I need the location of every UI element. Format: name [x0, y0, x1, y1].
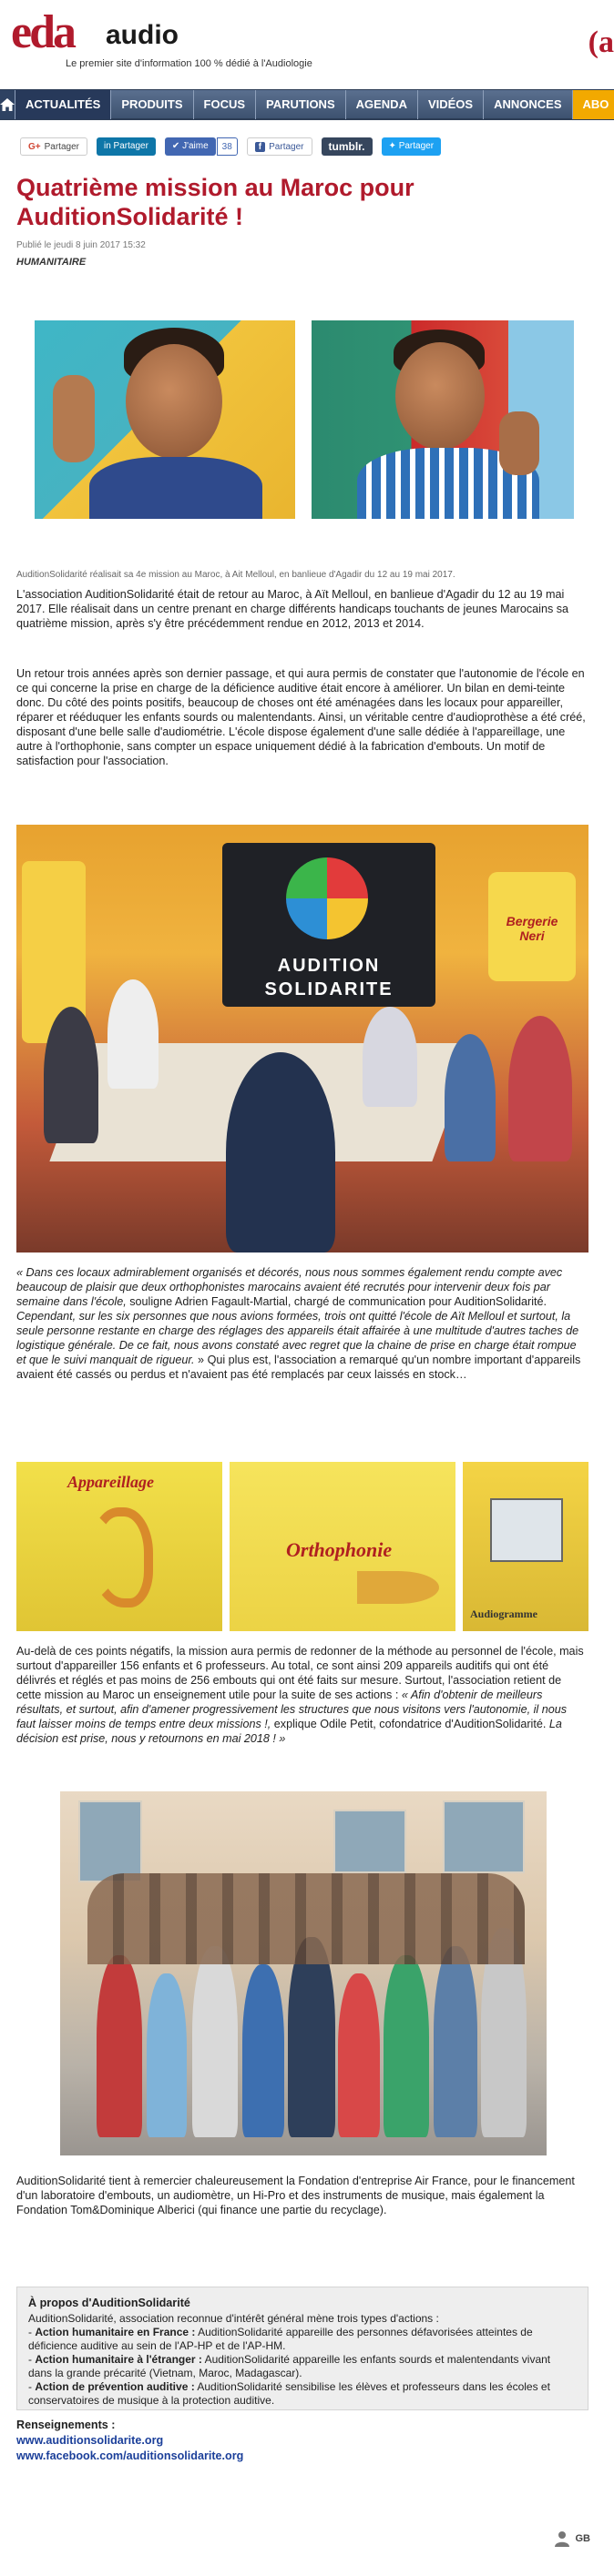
quote-attribution: souligne Adrien Fagault-Martial, chargé de communication pour AuditionSolidarité.	[126, 1295, 547, 1308]
facebook-like-button[interactable]	[165, 137, 216, 156]
about-item-label: Action humanitaire en France :	[35, 2326, 196, 2338]
facebook-like-label: J'aime	[182, 141, 209, 151]
photo-panel-orthophonie	[230, 1462, 455, 1631]
linkedin-icon: in	[103, 141, 114, 151]
panel-label-appareillage: Appareillage	[67, 1473, 154, 1491]
nav-item-abo[interactable]: ABO	[573, 90, 614, 119]
wall-sign	[488, 872, 576, 981]
article-paragraph-5: AuditionSolidarité tient à remercier chaleureusement la Fondation d'entreprise Air France, pour le financement d'un laboratoire d'embouts, un audiomètre, un Hi-Pro et des instruments de musique, mais également la Fondation Tom&Dominique Alberici (qui finance une partie du recyclage).	[16, 2175, 575, 2216]
twitter-share-button[interactable]	[382, 137, 442, 156]
panel-label-audiogramme: Audiogramme	[470, 1607, 537, 1620]
facebook-share-label: Partager	[269, 142, 304, 152]
article-paragraph-2: Un retour trois années après son dernier passage, et qui aura permis de constater que l'autonomie de l'école en ce qui concerne la prise en charge de la déficience auditive était encore à améliorer. Un bilan en demi-teinte donc. Du côté des points positifs, beaucoup de choses ont été aménagées dans les locaux pour appareiller, réparer et rééduquer les enfants sourds ou malentendants. Ainsi, un véritable centre d'audioprothèse a été créé, disposant d'une belle salle d'audiométrie. L'école dispose également d'une salle dédiée à l'appareillage, une autre à l'orthophonie, sans compter un espace uniquement dédié à la fabrication d'embouts. Un motif de satisfaction pour l'association.	[16, 667, 586, 767]
nav-item-parutions[interactable]: PARUTIONS	[256, 90, 346, 119]
nav-item-videos[interactable]: VIDÉOS	[418, 90, 484, 119]
nav-item-produits[interactable]: PRODUITS	[111, 90, 193, 119]
facebook-icon: f	[255, 142, 265, 152]
wall-sign-text: Bergerie Neri	[506, 914, 558, 943]
twitter-share-label: Partager	[398, 141, 435, 151]
quote-part-1: « Dans ces locaux admirablement organisés et décorés, nous nous sommes également rendu compte avec beaucoup de plaisir que deux orthophonistes marocains avaient été recrutés pour intervenir deux fois par semaine dans l'école,	[16, 1266, 563, 1308]
article-paragraph-4	[16, 1644, 587, 1746]
board-text-line-2: SOLIDARITE	[264, 979, 394, 999]
twitter-bird-icon: ✦	[388, 141, 399, 151]
nav-item-actualites[interactable]: ACTUALITÉS	[15, 90, 111, 119]
about-item: - Action de prévention auditive : AuditionSolidarité sensibilise les élèves et professeurs dans les écoles et conservatoires de musique à la protection auditive.	[28, 2380, 550, 2407]
quote-conclusion: » Qui plus est, l'association a remarqué qu'un nombre important d'appareils avaient été cassés ou perdus et n'avaient pas été remplacés par ceux laissés en stock…	[16, 1354, 581, 1381]
main-nav	[0, 89, 614, 120]
nav-item-annonces[interactable]: ANNONCES	[484, 90, 572, 119]
corner-logo[interactable]: (a	[588, 25, 614, 59]
share-bar	[20, 137, 441, 157]
article-paragraph-3	[16, 1265, 587, 1382]
home-icon	[0, 98, 15, 111]
contact-section	[16, 2418, 243, 2464]
site-tagline: Le premier site d'information 100 % dédié à l'Audiologie	[66, 58, 312, 69]
contact-heading: Renseignements :	[16, 2419, 116, 2431]
about-box	[16, 2287, 588, 2410]
photo-panel-appareillage	[16, 1462, 222, 1631]
photo-panel-audiogramme	[463, 1462, 588, 1631]
quote-decision: La décision est prise, nous y retournons en mai 2018 ! »	[16, 1718, 562, 1745]
logo-audio: audio	[106, 20, 179, 50]
photo-caption: AuditionSolidarité réalisait sa 4e mission au Maroc, à Ait Melloul, en banlieue d'Agadir du 12 au 19 mai 2017.	[16, 570, 455, 580]
facebook-like-count: 38	[217, 137, 238, 156]
website-link[interactable]: www.auditionsolidarite.org	[16, 2434, 164, 2447]
board-text-line-1: AUDITION	[277, 956, 381, 976]
google-plus-icon: G+	[28, 142, 41, 152]
logo-eda: eda	[11, 6, 74, 58]
article-paragraph-1: L'association AuditionSolidarité était de retour au Maroc, à Aït Melloul, en banlieue d'Agadir du 12 au 19 mai 2017. Elle réalisait dans un centre prenant en charge différents handicaps touchants de jeunes Marocains sa quatrième mission, après s'y être précédemment rendue en 2012, 2013 et 2014.	[16, 588, 569, 630]
nav-item-focus[interactable]: FOCUS	[194, 90, 257, 119]
linkedin-share-label: Partager	[113, 141, 148, 151]
google-share-label: Partager	[44, 142, 79, 152]
facebook-link[interactable]: www.facebook.com/auditionsolidarite.org	[16, 2449, 244, 2462]
about-item-label: Action humanitaire à l'étranger :	[35, 2353, 202, 2366]
about-item-text: AuditionSolidarité appareille des personnes défavorisées atteintes de déficience auditive au sein de l'AP-HP et de l'AP-HM.	[28, 2326, 533, 2352]
about-item-text: AuditionSolidarité appareille les enfants sourds et malentendants vivant dans la grande précarité (Vietnam, Maroc, Madagascar).	[28, 2353, 551, 2379]
about-intro: AuditionSolidarité, association reconnue d'intérêt général mène trois types d'actions :	[28, 2312, 439, 2325]
article-category[interactable]: HUMANITAIRE	[16, 257, 87, 268]
about-item-label: Action de prévention auditive :	[35, 2380, 195, 2393]
audition-solidarite-board	[222, 843, 435, 1007]
quote-lesson: « Afin d'obtenir de meilleurs résultats, et surtout, afin d'amener progressivement les structures que nous visitons vers l'autonomie, il nous faut laisser moins de temps entre deux missions !,	[16, 1689, 568, 1730]
photo-group-children	[60, 1791, 547, 2155]
quote-part-2: Cependant, sur les six personnes que nous avions formées, trois ont quitté l'école de Aït Melloul et surtout, la seule personne restante en charge des réglages des appareils était affairée à une multitude d'autres taches de logistique générale. De ce fait, nous avons constaté avec regret que la chaine de prise en charge était rompue et que le suivi manquait de rigueur.	[16, 1310, 579, 1366]
language-label: GB	[575, 2533, 590, 2544]
site-logo[interactable]	[11, 6, 339, 69]
about-item-text: AuditionSolidarité sensibilise les élèves et professeurs dans les écoles et conservatoires de musique à la protection auditive.	[28, 2380, 550, 2407]
publish-date: Publié le jeudi 8 juin 2017 15:32	[16, 240, 146, 250]
thumbs-up-icon: ✔	[171, 141, 183, 151]
panel-label-orthophonie: Orthophonie	[286, 1538, 393, 1561]
photo-workshop-room	[16, 825, 588, 1253]
tumblr-share-button[interactable]: tumblr.	[322, 137, 373, 156]
results-text: Au-delà de ces points négatifs, la mission aura permis de redonner de la méthode au personnel de l'école, mais surtout d'appareiller 156 enfants et 6 professeurs. Au total, ce sont ainsi 209 appareils auditifs qui ont été délivrés et réglés et pas moins de 256 embouts qui ont été faits sur mesure. Surtout, l'association retient de cette mission au Maroc un enseignement utile pour la suite de ses actions :	[16, 1645, 584, 1701]
article-title: Quatrième mission au Maroc pour AuditionSolidarité !	[16, 174, 414, 230]
google-share-button[interactable]	[20, 137, 87, 156]
language-switch[interactable]	[554, 2530, 591, 2547]
nav-item-agenda[interactable]: AGENDA	[346, 90, 418, 119]
about-heading: À propos d'AuditionSolidarité	[28, 2297, 190, 2309]
nav-home-button[interactable]	[0, 90, 15, 119]
site-header	[0, 0, 614, 89]
facebook-share-button[interactable]	[247, 137, 312, 156]
linkedin-share-button[interactable]	[97, 137, 156, 156]
photo-boy-thumbs-up	[312, 320, 574, 519]
user-icon	[554, 2530, 570, 2547]
about-item: - Action humanitaire à l'étranger : AuditionSolidarité appareille les enfants sourds et malentendants vivant dans la grande précarité (Vietnam, Maroc, Madagascar).	[28, 2353, 551, 2379]
quote-lesson-attribution: explique Odile Petit, cofondatrice d'AuditionSolidarité.	[271, 1718, 549, 1730]
about-item: - Action humanitaire en France : AuditionSolidarité appareille des personnes défavorisées atteintes de déficience auditive au sein de l'AP-HP et de l'AP-HM.	[28, 2326, 533, 2352]
photo-boy-peace-sign	[35, 320, 295, 519]
